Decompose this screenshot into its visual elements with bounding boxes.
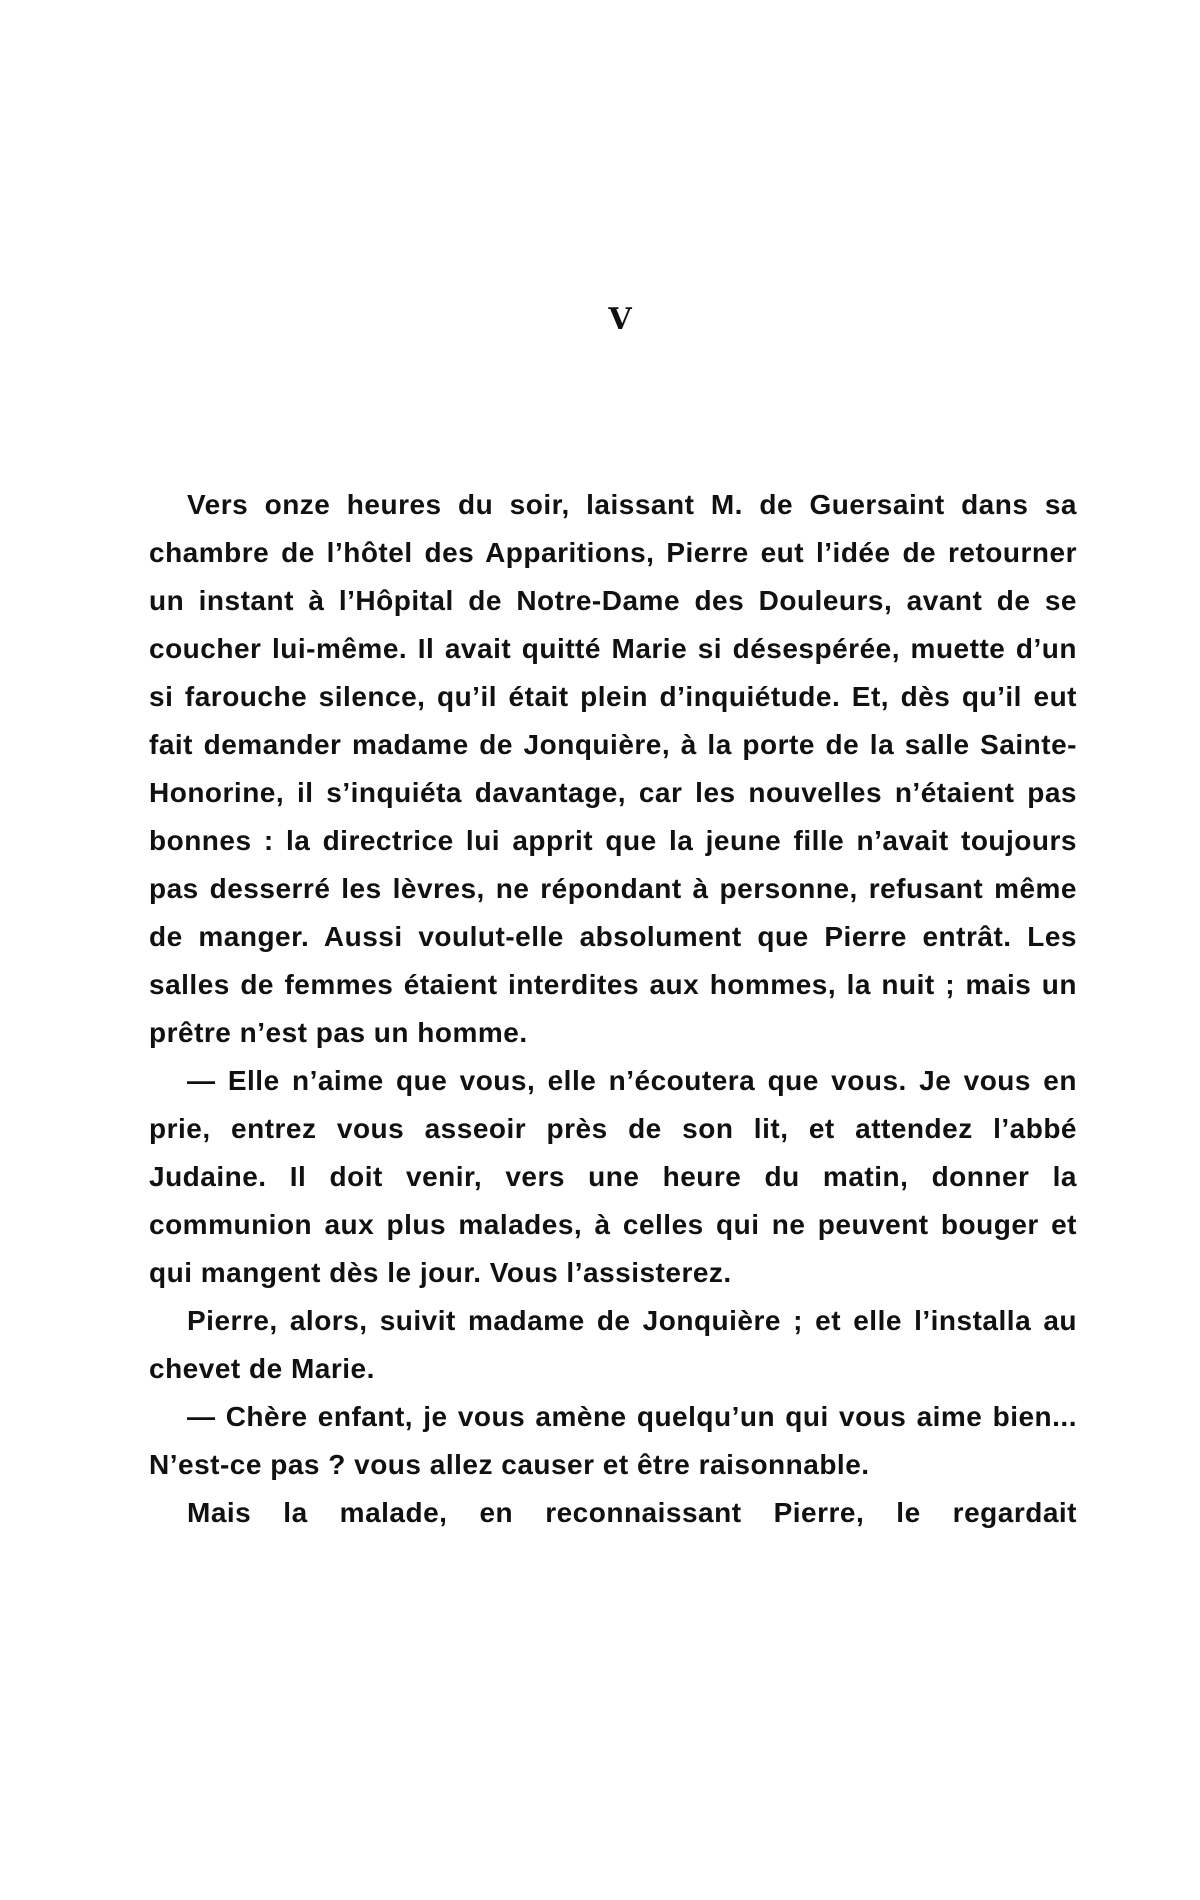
chapter-heading: V xyxy=(608,302,632,337)
paragraph: Pierre, alors, suivit madame de Jonquière ; et elle l’installa au chevet de Marie. xyxy=(149,1305,1077,1384)
paragraph: Mais la malade, en reconnaissant Pierre, le regardait xyxy=(187,1497,1077,1528)
body-text xyxy=(149,481,1077,1537)
paragraph: — Chère enfant, je vous amène quelqu’un qui vous aime bien... N’est-ce pas ? vous allez causer et être raisonnable. xyxy=(149,1401,1077,1480)
page-gutter xyxy=(1118,0,1200,1900)
paragraph: — Elle n’aime que vous, elle n’écoutera que vous. Je vous en prie, entrez vous asseoir près de son lit, et attendez l’abbé Judaine. Il doit venir, vers une heure du matin, donner la communion aux plus malades, à celles qui ne peuvent bouger et qui mangent dès le jour. Vous l’assisterez. xyxy=(149,1065,1077,1288)
paragraph: Vers onze heures du soir, laissant M. de Guersaint dans sa chambre de l’hôtel des Apparitions, Pierre eut l’idée de retourner un instant à l’Hôpital de Notre-Dame des Douleurs, avant de se coucher lui-même. Il avait quitté Marie si désespérée, muette d’un si farouche silence, qu’il était plein d’inquiétude. Et, dès qu’il eut fait demander madame de Jonquière, à la porte de la salle Sainte-Honorine, il s’inquiéta davantage, car les nouvelles n’étaient pas bonnes : la directrice lui apprit que la jeune fille n’avait toujours pas desserré les lèvres, ne répondant à personne, refusant même de manger. Aussi voulut-elle absolument que Pierre entrât. Les salles de femmes étaient interdites aux hommes, la nuit ; mais un prêtre n’est pas un homme. xyxy=(149,489,1077,1048)
